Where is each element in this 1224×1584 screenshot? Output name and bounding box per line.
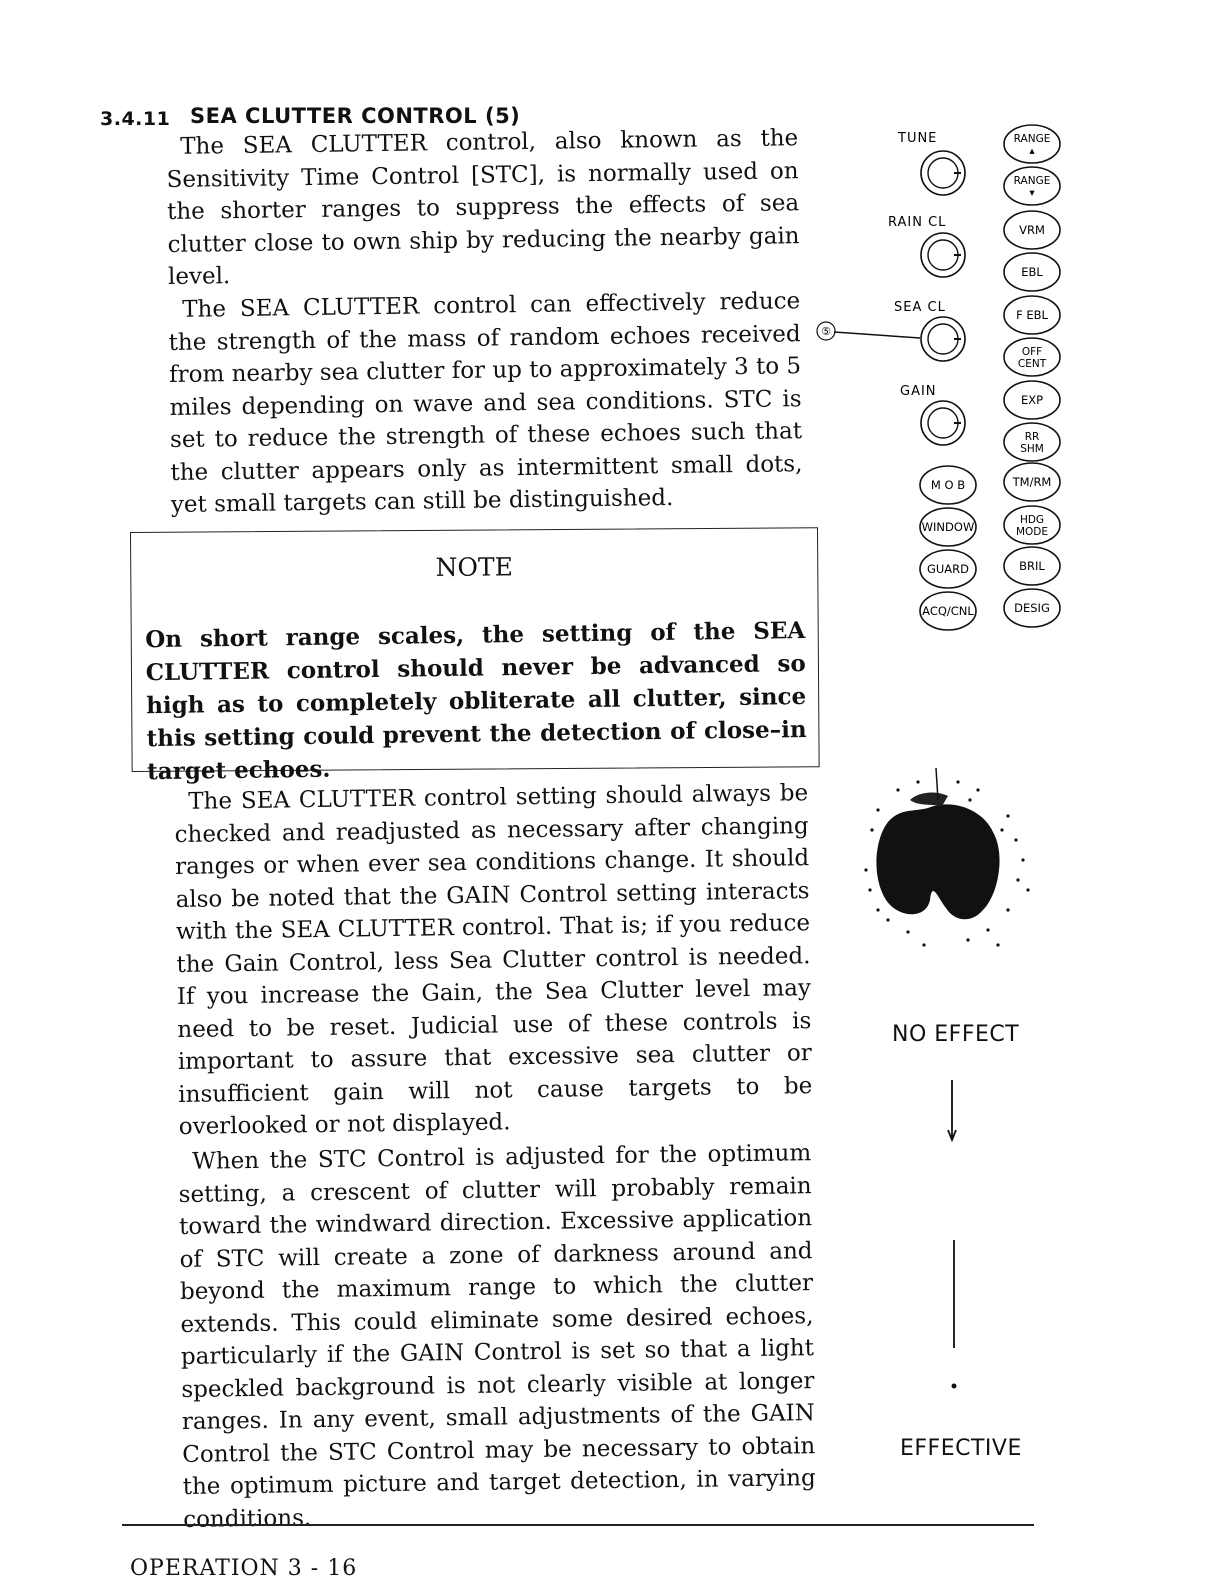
button-label: OFF: [1021, 346, 1043, 358]
button-ebl-3[interactable]: [1004, 253, 1060, 291]
knob-tune[interactable]: [897, 131, 965, 195]
button-vrm-2[interactable]: [1004, 211, 1060, 249]
paragraph-2: The SEA CLUTTER control can effectively reduce the strength of the mass of random echoes received from nearby sea clutter for up to approximately 3 to 5 miles depending on wave and sea conditions. STC is set to reduce the strength of these echoes such that the clutter appears only as intermittent small dots, yet small targets can still be distinguished.: [168, 288, 803, 518]
button-label: SHM: [1020, 443, 1044, 455]
effective-label: EFFECTIVE: [900, 1436, 1022, 1461]
button-guard[interactable]: [920, 550, 976, 588]
section-number: 3.4.11: [100, 108, 171, 130]
callout-line: [834, 332, 920, 338]
button-label: F EBL: [1016, 308, 1048, 322]
note-box: [130, 527, 820, 786]
knob-sea-cl[interactable]: [894, 300, 965, 361]
button-mob[interactable]: [920, 466, 976, 504]
button-desig-11[interactable]: [1004, 589, 1060, 627]
button-label: WINDOW: [921, 520, 975, 534]
note-title: NOTE: [435, 552, 513, 582]
footer-page-label: OPERATION 3 - 16: [130, 1556, 358, 1581]
button-label: RANGE: [1013, 133, 1051, 145]
clutter-line-marker: [946, 1236, 962, 1396]
no-effect-label: NO EFFECT: [892, 1022, 1020, 1047]
paragraph-1: The SEA CLUTTER control, also known as the Sensitivity Time Control [STC], is normally used on the shorter ranges to suppress the effects of sea clutter close to own ship by reducing the nearby gain level.: [166, 125, 800, 290]
knob-label: RAIN CL: [888, 215, 947, 230]
button-window[interactable]: [920, 508, 976, 546]
button-label: ACQ/CNL: [922, 604, 974, 618]
button-label: EXP: [1020, 393, 1044, 407]
button-hdg-mode-9[interactable]: [1004, 506, 1060, 544]
button-label: RANGE: [1013, 175, 1051, 187]
button-tmrm-8[interactable]: [1004, 463, 1060, 501]
note-text: On short range scales, the setting of the SEA CLUTTER control should never be advanced so high as to completely obliterate all clutter, since this setting could prevent the detection of close–in target echoes.: [145, 616, 807, 786]
button-label: ▴: [1029, 145, 1035, 157]
button-label: CENT: [1017, 358, 1047, 370]
button-label: ▾: [1029, 187, 1035, 199]
button-label: RR: [1024, 431, 1040, 443]
knob-label: SEA CL: [894, 300, 946, 315]
knob-gain[interactable]: [900, 384, 965, 445]
callout-number: ⑤: [821, 325, 831, 338]
button-bril-10[interactable]: [1004, 547, 1060, 585]
section-title: SEA CLUTTER CONTROL (5): [190, 104, 521, 128]
button-exp-6[interactable]: [1004, 381, 1060, 419]
knob-label: GAIN: [900, 384, 937, 399]
right-button-group: [1004, 125, 1060, 627]
button-rr-shm-7[interactable]: [1004, 423, 1060, 461]
knob-rain-cl[interactable]: [888, 215, 965, 277]
button-label: M O B: [930, 478, 966, 492]
down-arrow-icon: [944, 1080, 960, 1144]
button-label: TM/RM: [1012, 475, 1052, 489]
paragraph-4: When the STC Control is adjusted for the optimum setting, a crescent of clutter will probably remain toward the windward direction. Excessive application of STC will create a zone of darkness around and beyond the maximum range to which the clutter extends. This could eliminate some desired echoes, particularly if the GAIN Control is set so that a light speckled background is not clearly visible at longer ranges. In any event, small adjustments of the GAIN Control the STC Control may be necessary to obtain the optimum picture and target detection, in varying conditions.: [178, 1140, 816, 1533]
footer-rule: [122, 1524, 1034, 1526]
button-off-cent-5[interactable]: [1004, 338, 1060, 376]
button-acqcnl[interactable]: [920, 592, 976, 630]
button-label: VRM: [1019, 223, 1045, 237]
knob-label: TUNE: [898, 131, 938, 146]
button-range--1[interactable]: [1004, 167, 1060, 205]
knob-group: [888, 131, 965, 445]
button-label: MODE: [1015, 526, 1049, 538]
button-range--0[interactable]: [1004, 125, 1060, 163]
button-label: EBL: [1021, 265, 1043, 279]
button-label: GUARD: [926, 562, 970, 576]
button-label: BRIL: [1019, 559, 1045, 573]
sea-clutter-blob-image: [858, 760, 1038, 960]
paragraph-3: The SEA CLUTTER control setting should always be checked and readjusted as necessary after changing ranges or when ever sea conditions change. It should also be noted that the GAIN Control setting interacts with the SEA CLUTTER control. That is; if you reduce the Gain Control, less Sea Clutter control is needed. If you increase the Gain, the Sea Clutter level may need to be reset. Judicial use of these controls is important to assure that excessive sea clutter or insufficient gain will not cause targets to be overlooked or not displayed.: [174, 780, 813, 1140]
left-button-group: [920, 466, 976, 630]
button-label: DESIG: [1014, 601, 1050, 615]
control-panel-diagram: [821, 125, 1080, 635]
button-febl-4[interactable]: [1004, 296, 1060, 334]
button-label: HDG: [1019, 514, 1045, 526]
